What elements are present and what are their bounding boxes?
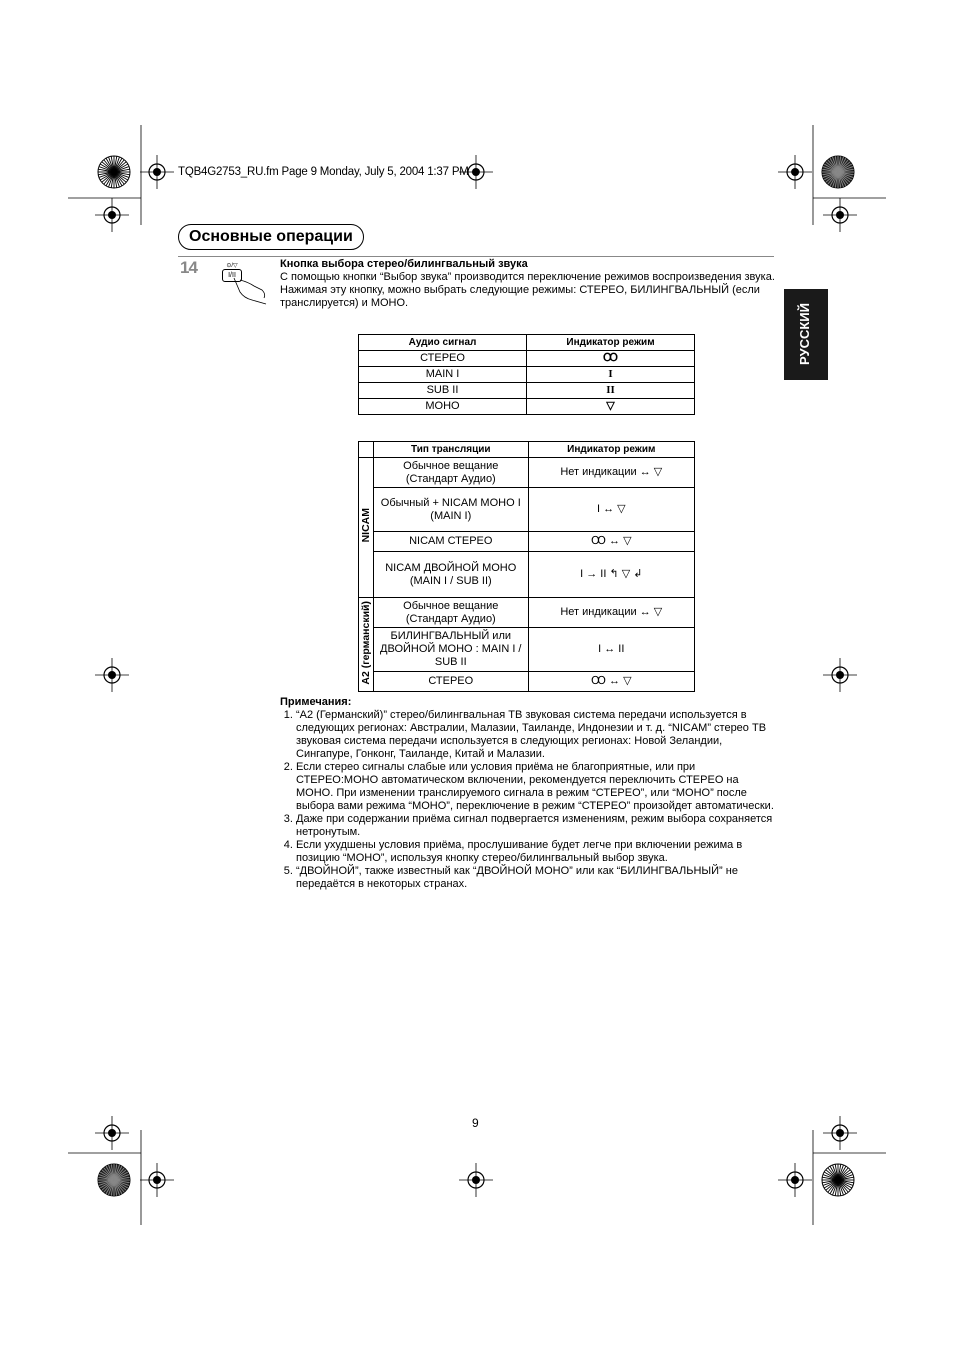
table-row: БИЛИНГВАЛЬНЫЙ или ДВОЙНОЙ МОНО : MAIN I / SUB II I ↔ II (359, 628, 695, 672)
table-row: СТЕРЕО Ꝏ ↔ ▽ (359, 672, 695, 692)
item-para-1: С помощью кнопки “Выбор звука” производится переключение режимов воспроизведения звука. (280, 271, 775, 283)
table-row: СТЕРЕО Ꝏ (359, 351, 695, 367)
button-press-icon: ⊙/▽ I/II (222, 262, 242, 282)
item-para-2: Нажимая эту кнопку, можно выбрать следующие режимы: СТЕРЕО, БИЛИНГВАЛЬНЫЙ (если транслируется) и МОНО. (280, 284, 760, 309)
table-row: NICAM Обычное вещание (Стандарт Аудио) Нет индикации ↔ ▽ (359, 458, 695, 488)
col-header: Индикатор режим (527, 335, 695, 351)
note-item: 5. “ДВОЙНОЙ”, также известный как “ДВОЙНОЙ МОНО” или как “БИЛИНГВАЛЬНЫЙ” не передаётся в некоторых странах. (296, 865, 775, 891)
item-number: 14 (180, 258, 197, 277)
table-row: MAIN I I (359, 367, 695, 383)
table-row: Обычный + NICAM МОНО I (MAIN I) I ↔ ▽ (359, 488, 695, 532)
table-row: A2 (германский) Обычное вещание (Стандарт Аудио) Нет индикации ↔ ▽ (359, 598, 695, 628)
note-item: 1. “А2 (Германский)” стерео/билингвальная ТВ звуковая система передачи используется в следующих регионах: Австралии, Малазии, Таиланде, Индонезии и т. д. “NICAM” стерео ТВ звуковая система передачи используется в следующих регионах: Новой Зеландии, Сингапуре, Гонконг, Таиланде, Китай и Малазии. (296, 709, 775, 761)
table-row: NICAM ДВОЙНОЙ МОНО (MAIN I / SUB II) I → II ↰ ▽ ↲ (359, 552, 695, 598)
broadcast-type-table (358, 441, 695, 692)
item-title: Кнопка выбора стерео/билингвальный звука (280, 258, 528, 270)
notes-title: Примечания: (280, 696, 352, 708)
table-row: SUB II II (359, 383, 695, 399)
file-header: TQB4G2753_RU.fm Page 9 Monday, July 5, 2004 1:37 PM (178, 166, 469, 178)
note-item: 2. Если стерео сигналы слабые или условия приёма не благоприятные, или при СТЕРЕО:МОНО автоматическом включении, рекомендуется переключить СТЕРЕО на МОНО. При изменении транслируемого сигнала в режим “СТЕРЕО”, или “МОНО” после выбора вами режима “МОНО”, переключение в режим “СТЕРЕО” произойдет автоматически. (296, 761, 775, 813)
note-item: 4. Если ухудшены условия приёма, прослушивание будет легче при включении режима в позицию “МОНО”, используя кнопку стерео/билингвальный выбор звука. (296, 839, 775, 865)
table-row: NICAM СТЕРЕО Ꝏ ↔ ▽ (359, 532, 695, 552)
col-header: Аудио сигнал (359, 335, 527, 351)
section-title: Основные операции (178, 224, 364, 250)
notes (280, 696, 775, 891)
language-tab: РУССКИЙ (784, 289, 828, 380)
divider (178, 256, 774, 257)
note-item: 3. Даже при содержании приёма сигнал подвергается изменениям, режим выбора сохраняется нетронутым. (296, 813, 775, 839)
group-label: A2 (германский) (359, 598, 374, 692)
audio-signal-table (358, 334, 695, 415)
item-description (280, 258, 775, 310)
col-header: Индикатор режим (528, 442, 694, 458)
col-header: Тип трансляции (374, 442, 529, 458)
group-label: NICAM (359, 458, 374, 598)
page-number: 9 (472, 1116, 479, 1130)
table-row: МОНО ▽ (359, 399, 695, 415)
